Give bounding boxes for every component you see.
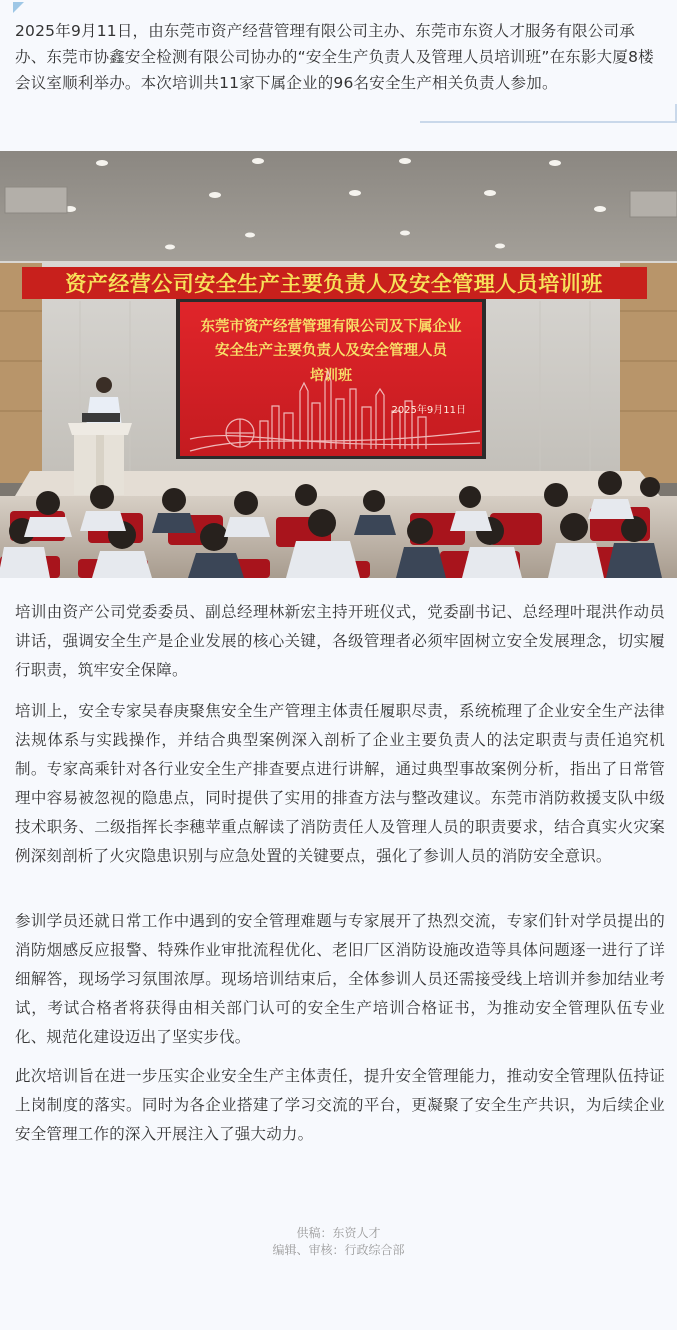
screen-date: 2025年9月11日 — [391, 405, 466, 416]
intro-divider — [420, 121, 675, 123]
credit-source: 供稿：东资人才 — [296, 1226, 381, 1240]
intro-paragraph: 2025年9月11日，由东莞市资产经营管理有限公司主办、东莞市东资人才服务有限公司承办、东莞市协鑫安全检测有限公司协办的“安全生产负责人及管理人员培训班”在东影大厦8楼会议室顺利举办。本次培训共11家下属企业的96名安全生产相关负责人参加。 — [15, 22, 654, 92]
credits — [0, 1225, 677, 1259]
banner-text: 资产经营公司安全生产主要负责人及安全管理人员培训班 — [65, 272, 603, 296]
training-photo — [0, 151, 677, 578]
corner-decoration — [13, 2, 24, 13]
paragraph-conclusion: 此次培训旨在进一步压实企业安全生产主体责任，提升安全管理能力，推动安全管理队伍持证上岗制度的落实。同时为各企业搭建了学习交流的平台，更凝聚了安全生产共识，为后续企业安全管理工作的深入开展注入了强大动力。 — [15, 1067, 665, 1143]
credit-editor: 编辑、审核：行政综合部 — [272, 1243, 405, 1257]
paragraph-opening: 培训由资产公司党委委员、副总经理林新宏主持开班仪式，党委副书记、总经理叶琨洪作动员讲话，强调安全生产是企业发展的核心关键，各级管理者必须牢固树立安全发展理念，切实履行职责，筑牢安全保障。 — [15, 603, 665, 679]
paragraph-experts: 培训上，安全专家吴春庚聚焦安全生产管理主体责任履职尽责，系统梳理了企业安全生产法律法规体系与实践操作，并结合典型案例深入剖析了企业主要负责人的法定职责与责任追究机制。专家高乘针对各行业安全生产排查要点进行讲解，通过典型事故案例分析，指出了日常管理中容易被忽视的隐患点，同时提供了实用的排查方法与整改建议。东莞市消防救援支队中级技术职务、二级指挥长李穗苹重点解读了消防责任人及管理人员的职责要求，结合真实火灾案例深刻剖析了火灾隐患识别与应急处置的关键要点，强化了参训人员的消防安全意识。 — [15, 702, 665, 865]
screen-line-2: 安全生产主要负责人及安全管理人员 — [215, 343, 447, 359]
paragraph-exchange: 参训学员还就日常工作中遇到的安全管理难题与专家展开了热烈交流，专家们针对学员提出的消防烟感反应报警、特殊作业审批流程优化、老旧厂区消防设施改造等具体问题逐一进行了详细解答，现场学习氛围浓厚。现场培训结束后，全体参训人员还需接受线上培训并参加结业考试，考试合格者将获得由相关部门认可的安全生产培训合格证书，为推动安全管理队伍专业化、规范化建设迈出了坚实步伐。 — [15, 912, 665, 1046]
screen-line-1: 东莞市资产经营管理有限公司及下属企业 — [200, 319, 462, 335]
podium — [68, 413, 132, 495]
screen-line-3: 培训班 — [310, 368, 352, 384]
